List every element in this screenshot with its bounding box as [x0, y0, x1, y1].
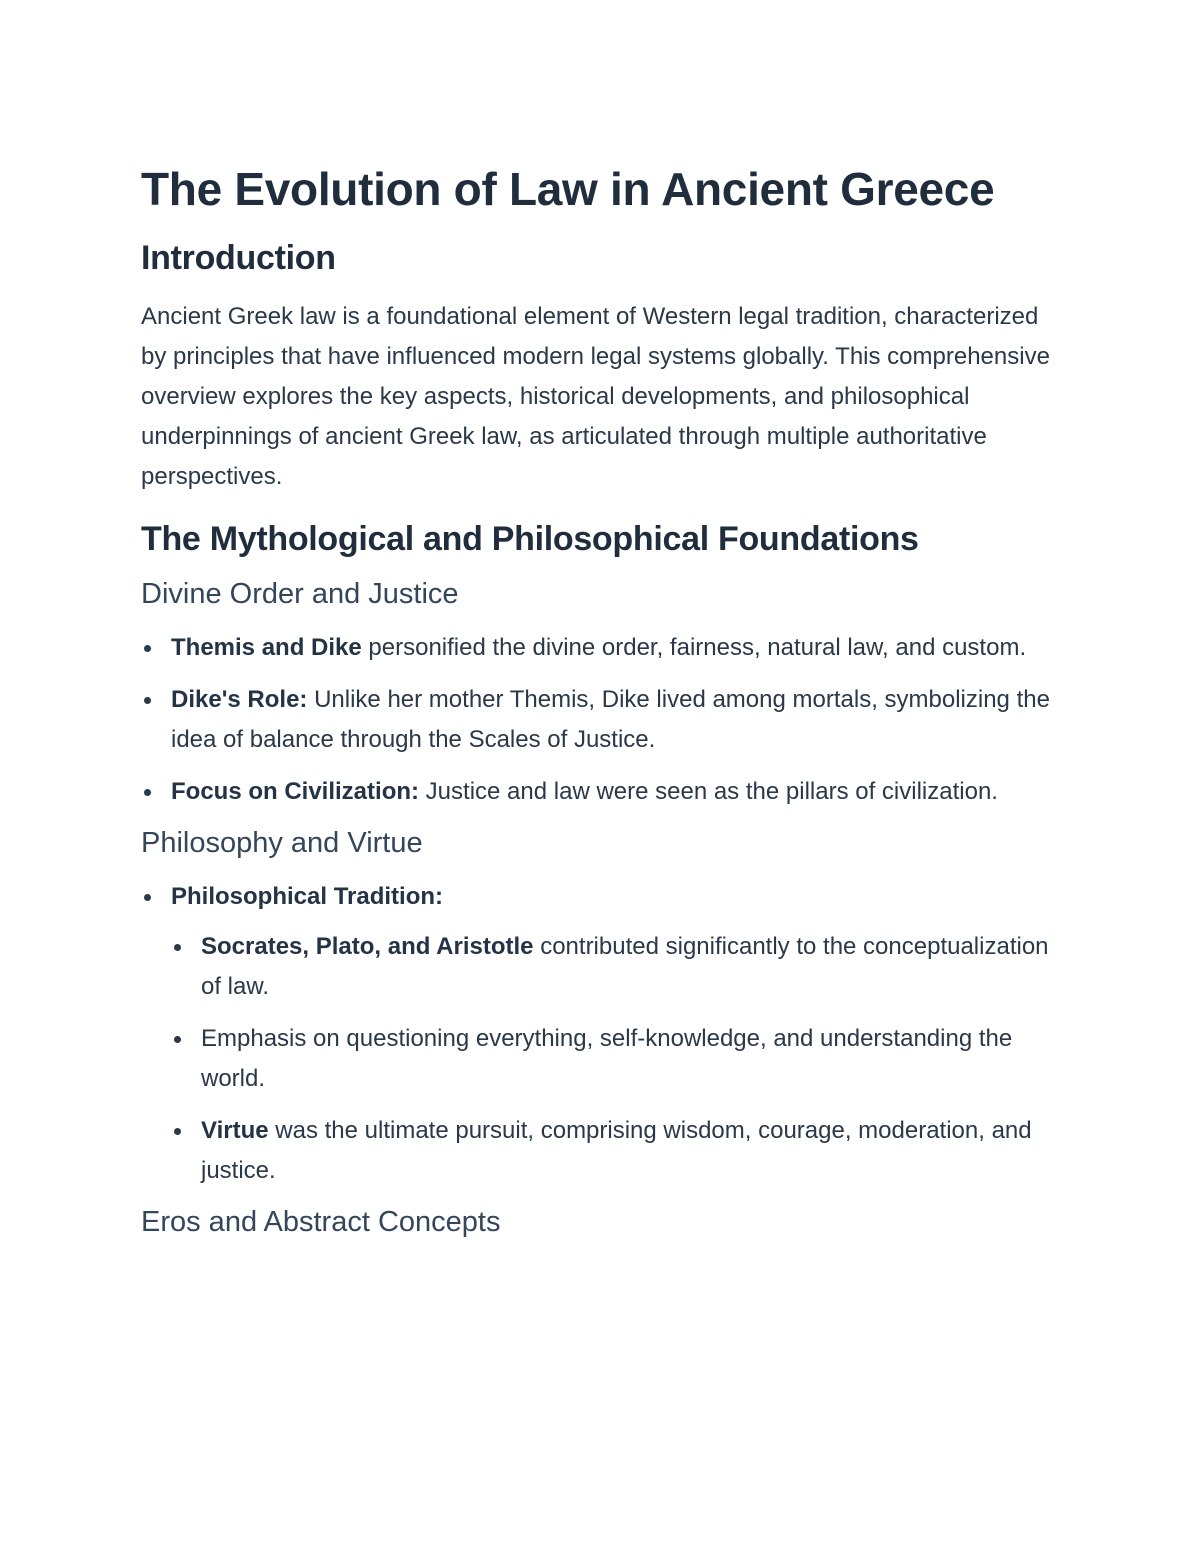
list-item-text: was the ultimate pursuit, comprising wisdom, courage, moderation, and justice.: [201, 1117, 1032, 1185]
list-item-bold: Focus on Civilization:: [171, 778, 420, 806]
list-item: [171, 927, 1050, 1007]
list-item-bold: Virtue: [201, 1117, 269, 1145]
list-item: [171, 1019, 1050, 1099]
foundations-heading: The Mythological and Philosophical Foundations: [141, 519, 919, 558]
list-item-text: Emphasis on questioning everything, self-knowledge, and understanding the world.: [201, 1025, 1013, 1093]
list-item-text: Justice and law were seen as the pillars of civilization.: [419, 778, 998, 806]
divine-order-heading: Divine Order and Justice: [141, 578, 459, 611]
list-item: [141, 877, 1050, 1191]
list-item: [171, 1111, 1050, 1191]
introduction-paragraph: Ancient Greek law is a foundational element of Western legal tradition, characterized by principles that have influenced modern legal systems globally. This comprehensive overview explores the key aspects, historical developments, and philosophical underpinnings of ancient Greek law, as articulated through multiple authoritative perspectives.: [141, 302, 1050, 490]
list-item-bold: Themis and Dike: [171, 634, 362, 662]
philosophy-heading: Philosophy and Virtue: [141, 827, 423, 860]
introduction-heading: Introduction: [141, 238, 336, 277]
list-item: [141, 772, 1050, 812]
list-item-text: contributed significantly to the conceptualization of law.: [201, 933, 1049, 1001]
list-item-bold: Dike's Role:: [171, 686, 308, 714]
list-item-text: personified the divine order, fairness, natural law, and custom.: [361, 634, 1027, 662]
list-item-bold: Philosophical Tradition:: [171, 883, 444, 911]
eros-heading: Eros and Abstract Concepts: [141, 1206, 501, 1239]
divine-order-list: [141, 628, 1050, 812]
list-item-text: Unlike her mother Themis, Dike lived among mortals, symbolizing the idea of balance through the Scales of Justice.: [171, 686, 1050, 754]
list-item: [141, 628, 1050, 668]
philosophy-list: [141, 877, 1050, 1191]
list-item-bold: Socrates, Plato, and Aristotle: [201, 933, 534, 961]
philosophy-sublist: [171, 927, 1050, 1191]
list-item: [141, 680, 1050, 760]
document-title: The Evolution of Law in Ancient Greece: [141, 163, 995, 215]
